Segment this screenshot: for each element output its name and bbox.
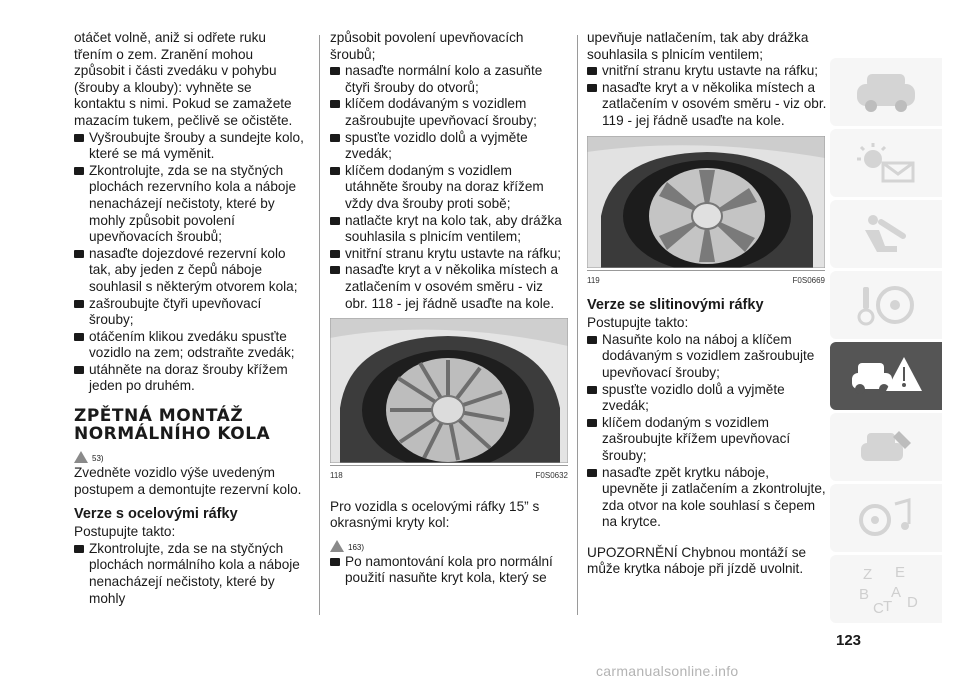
alloy-wheel-cover-illustration: [587, 136, 825, 268]
car-dashboard-icon: [851, 70, 921, 114]
list-item: zašroubujte čtyři upevňovací šrouby;: [74, 296, 306, 329]
index-icon: [851, 561, 921, 617]
list-item: spusťte vozidlo dolů a vyjměte zvedák;: [587, 382, 827, 415]
figure-118: [330, 318, 568, 485]
column-divider: [577, 35, 578, 615]
breakdown-icon: [846, 351, 926, 401]
paragraph: otáčet volně, aniž si odřete ruku třením o zem. Zranění mohou způsobit i části zvedáku v pohybu (šrouby a klouby): vyhněte se kontaktu s nimi. Pokud se zamažete mazacím tukem, pečlivě se očistěte.: [74, 30, 293, 128]
list-item: Po namontování kola pro normální použití nasuňte kryt kola, který se: [330, 554, 568, 587]
steering-key-icon: [851, 283, 921, 327]
figure-caption: [330, 465, 568, 485]
list-item: nasaďte kryt a v několika místech a zatlačením v osovém směru - viz obr. 118 - jej řádně usaďte na kole.: [330, 262, 568, 312]
warning-triangle-icon: [74, 451, 88, 463]
page-number: 123: [836, 632, 862, 649]
subheading: Verze s ocelovými ráfky: [74, 506, 238, 523]
paragraph: Postupujte takto:: [74, 524, 176, 540]
svg-text:A: A: [891, 584, 902, 601]
svg-text:Z: Z: [863, 566, 873, 583]
list-item: Zkontrolujte, zda se na styčných plochách rezervního kola a náboje nenacházejí nečistoty, které by mohly způsobit povolení upevňovacích šroubů;: [74, 163, 306, 246]
multimedia-icon: [851, 496, 921, 540]
list-item: vnitřní stranu krytu ustavte na ráfku;: [587, 63, 827, 80]
figure-number: 118: [330, 471, 343, 481]
list-item: nasaďte dojezdové rezervní kolo tak, aby jeden z čepů náboje souhlasil s některým otvorem kola;: [74, 246, 306, 296]
list-item: vnitřní stranu krytu ustavte na ráfku;: [330, 246, 568, 263]
list-item: natlačte kryt na kolo tak, aby drážka souhlasila s plnicím ventilem;: [330, 213, 568, 246]
paragraph: upevňuje natlačením, tak aby drážka souhlasila s plnicím ventilem;: [587, 30, 809, 62]
column-3: [587, 30, 827, 578]
column-divider: [319, 35, 320, 615]
chapter-tab-emergency[interactable]: [830, 342, 942, 410]
list-item: nasaďte kryt a v několika místech a zatlačením v osovém směru - viz obr. 119 - jej řádně usaďte na kole.: [587, 80, 827, 130]
chapter-tab-multimedia[interactable]: [830, 484, 942, 552]
warning-triangle-icon: [330, 540, 344, 552]
paragraph: Pro vozidla s ocelovými ráfky 15” s okrasnými kryty kol:: [330, 498, 540, 531]
paragraph: Zvedněte vozidlo výše uvedeným postupem a demontujte rezervní kolo.: [74, 465, 302, 497]
warning-reference: 53): [74, 445, 306, 463]
list-item: otáčením klikou zvedáku spusťte vozidlo na zem; odstraňte zvedák;: [74, 329, 306, 362]
paragraph: způsobit povolení upevňovacích šroubů;: [330, 30, 524, 62]
warning-lights-icon: [851, 141, 921, 185]
list-item: nasaďte normální kolo a zasuňte čtyři šrouby do otvorů;: [330, 63, 568, 96]
figure-code: F0S0669: [792, 275, 825, 285]
chapter-tab-index[interactable]: [830, 555, 942, 623]
list-item: klíčem dodaným s vozidlem zašroubujte křížem upevňovací šrouby;: [587, 415, 827, 465]
section-heading: ZPĚTNÁ MONTÁŽ NORMÁLNÍHO KOLA: [74, 406, 271, 445]
chapter-sidebar: [830, 58, 942, 626]
list-item: spusťte vozidlo dolů a vyjměte zvedák;: [330, 130, 568, 163]
chapter-tab-safety[interactable]: [830, 200, 942, 268]
list-item: klíčem dodaným s vozidlem utáhněte šrouby na doraz křížem vždy dva šrouby proti sobě;: [330, 163, 568, 213]
column-2: [330, 30, 568, 587]
figure-code: F0S0632: [535, 471, 568, 481]
list-item: Vyšroubujte šrouby a sundejte kolo, které se má vyměnit.: [74, 130, 306, 163]
airbag-seat-icon: [851, 212, 921, 256]
warning-note: UPOZORNĚNÍ Chybnou montáží se může krytka náboje při jízdě uvolnit.: [587, 544, 807, 577]
svg-text:T: T: [883, 598, 893, 615]
maintenance-icon: [851, 425, 921, 469]
steel-wheel-cover-illustration: [330, 318, 568, 463]
svg-text:D: D: [907, 594, 918, 611]
list-item: nasaďte zpět krytku náboje, upevněte ji zatlačením a zkontrolujte, zda otvor na kole souhlasí s čepem na krytce.: [587, 465, 827, 531]
list-item: utáhněte na doraz šrouby křížem jeden po druhém.: [74, 362, 306, 395]
figure-119: [587, 136, 825, 290]
column-1: [74, 30, 306, 607]
list-item: Zkontrolujte, zda se na styčných plochách normálního kola a náboje nenacházejí nečistoty, které by mohly: [74, 541, 306, 607]
svg-text:E: E: [895, 564, 906, 581]
figure-caption: [587, 270, 825, 290]
list-item: klíčem dodávaným s vozidlem zašroubujte upevňovací šrouby;: [330, 96, 568, 129]
footer-watermark: carmanualsonline.info: [596, 663, 739, 679]
chapter-tab-maintenance[interactable]: [830, 413, 942, 481]
list-item: Nasuňte kolo na náboj a klíčem dodávaným s vozidlem zašroubujte upevňovací šrouby;: [587, 332, 827, 382]
svg-text:B: B: [859, 586, 870, 603]
chapter-tab-starting[interactable]: [830, 271, 942, 339]
subheading: Verze se slitinovými ráfky: [587, 297, 764, 314]
chapter-tab-dashboard[interactable]: [830, 58, 942, 126]
warning-reference: 163): [330, 534, 568, 552]
figure-number: 119: [587, 275, 600, 285]
chapter-tab-warning-lights[interactable]: [830, 129, 942, 197]
svg-text:C: C: [873, 600, 884, 617]
paragraph: Postupujte takto:: [587, 315, 689, 331]
